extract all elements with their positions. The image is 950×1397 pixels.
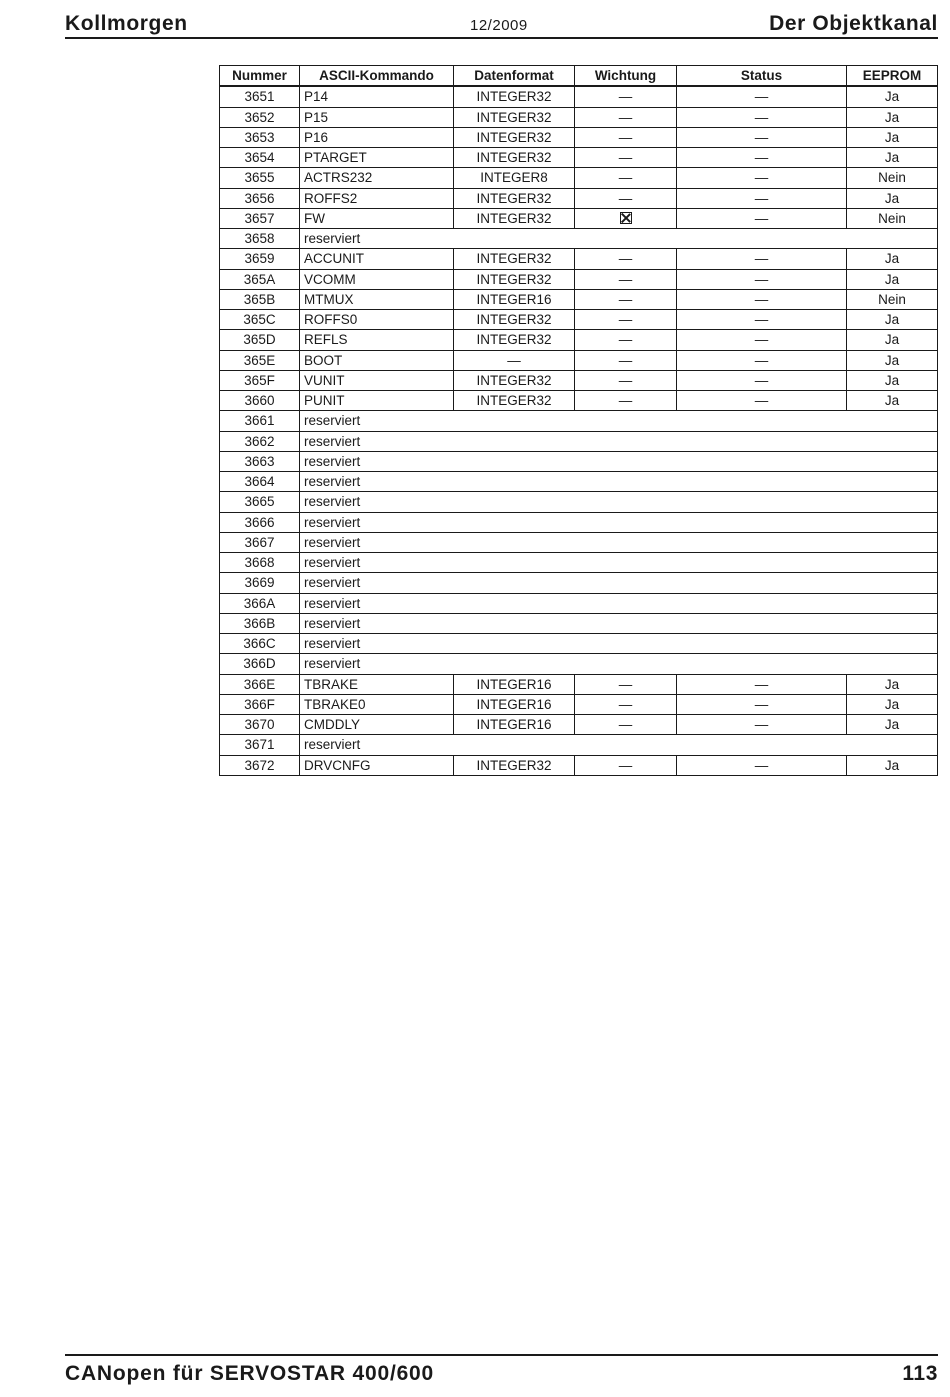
cell-format: INTEGER16	[454, 715, 575, 735]
table-row	[220, 431, 938, 451]
table-row	[220, 634, 938, 654]
cell-nummer: 366D	[220, 654, 300, 674]
cell-eeprom: Nein	[847, 289, 938, 309]
cell-status: —	[677, 188, 847, 208]
cell-status: —	[677, 208, 847, 228]
cell-nummer: 3671	[220, 735, 300, 755]
cell-format: INTEGER32	[454, 107, 575, 127]
cell-wichtung: —	[575, 310, 677, 330]
cell-nummer: 3653	[220, 127, 300, 147]
cell-format: INTEGER32	[454, 208, 575, 228]
cell-reserved: reserviert	[300, 451, 938, 471]
cell-ascii: MTMUX	[300, 289, 454, 309]
cell-status: —	[677, 674, 847, 694]
cell-format: INTEGER32	[454, 310, 575, 330]
cell-wichtung: —	[575, 755, 677, 775]
cell-status: —	[677, 310, 847, 330]
cell-eeprom: Ja	[847, 310, 938, 330]
cell-nummer: 3662	[220, 431, 300, 451]
table-row	[220, 229, 938, 249]
cell-nummer: 366A	[220, 593, 300, 613]
table-row	[220, 715, 938, 735]
cell-status: —	[677, 370, 847, 390]
cell-wichtung: —	[575, 330, 677, 350]
cell-wichtung	[575, 208, 677, 228]
cell-status: —	[677, 755, 847, 775]
table-row	[220, 593, 938, 613]
cell-format: INTEGER32	[454, 86, 575, 107]
cell-reserved: reserviert	[300, 472, 938, 492]
col-header-format: Datenformat	[454, 66, 575, 87]
cell-nummer: 3667	[220, 532, 300, 552]
cell-ascii: CMDDLY	[300, 715, 454, 735]
cell-eeprom: Ja	[847, 86, 938, 107]
cell-format: INTEGER32	[454, 188, 575, 208]
cell-wichtung: —	[575, 86, 677, 107]
cell-nummer: 3668	[220, 553, 300, 573]
table-body	[220, 86, 938, 775]
cell-eeprom: Nein	[847, 168, 938, 188]
cell-reserved: reserviert	[300, 634, 938, 654]
cell-reserved: reserviert	[300, 654, 938, 674]
table-row	[220, 674, 938, 694]
cell-status: —	[677, 694, 847, 714]
page-number: 113	[902, 1362, 938, 1385]
table-row	[220, 86, 938, 107]
table-row	[220, 350, 938, 370]
cell-eeprom: Ja	[847, 107, 938, 127]
cell-reserved: reserviert	[300, 553, 938, 573]
cell-status: —	[677, 127, 847, 147]
cell-wichtung: —	[575, 674, 677, 694]
cell-format: INTEGER8	[454, 168, 575, 188]
cell-nummer: 3658	[220, 229, 300, 249]
header-date: 12/2009	[470, 17, 528, 34]
cell-format: —	[454, 350, 575, 370]
table-row	[220, 735, 938, 755]
cell-nummer: 3670	[220, 715, 300, 735]
cell-eeprom: Ja	[847, 148, 938, 168]
table-row	[220, 694, 938, 714]
table-row	[220, 208, 938, 228]
table-row	[220, 472, 938, 492]
cell-format: INTEGER32	[454, 391, 575, 411]
cell-reserved: reserviert	[300, 431, 938, 451]
cell-eeprom: Ja	[847, 755, 938, 775]
cell-reserved: reserviert	[300, 593, 938, 613]
cell-nummer: 3669	[220, 573, 300, 593]
cell-reserved: reserviert	[300, 573, 938, 593]
cell-format: INTEGER16	[454, 289, 575, 309]
table-row	[220, 310, 938, 330]
cell-ascii: ROFFS0	[300, 310, 454, 330]
col-header-status: Status	[677, 66, 847, 87]
table-row	[220, 107, 938, 127]
cell-status: —	[677, 107, 847, 127]
cell-wichtung: —	[575, 188, 677, 208]
cell-wichtung: —	[575, 715, 677, 735]
cell-nummer: 365B	[220, 289, 300, 309]
checkbox-icon	[620, 212, 632, 224]
cell-eeprom: Ja	[847, 249, 938, 269]
cell-eeprom: Ja	[847, 370, 938, 390]
cell-format: INTEGER16	[454, 694, 575, 714]
cell-nummer: 3663	[220, 451, 300, 471]
cell-nummer: 3654	[220, 148, 300, 168]
cell-ascii: P16	[300, 127, 454, 147]
cell-nummer: 3665	[220, 492, 300, 512]
table-row	[220, 553, 938, 573]
cell-ascii: PUNIT	[300, 391, 454, 411]
cell-format: INTEGER32	[454, 148, 575, 168]
table-row	[220, 269, 938, 289]
table-row	[220, 755, 938, 775]
cell-ascii: PTARGET	[300, 148, 454, 168]
cell-status: —	[677, 148, 847, 168]
cell-nummer: 365C	[220, 310, 300, 330]
page-header	[65, 10, 938, 38]
cell-eeprom: Ja	[847, 127, 938, 147]
object-table	[219, 65, 938, 776]
table-row	[220, 512, 938, 532]
cell-wichtung: —	[575, 107, 677, 127]
table-row	[220, 188, 938, 208]
cell-ascii: VCOMM	[300, 269, 454, 289]
cell-reserved: reserviert	[300, 512, 938, 532]
cell-nummer: 3651	[220, 86, 300, 107]
cell-nummer: 3672	[220, 755, 300, 775]
table-row	[220, 492, 938, 512]
table-row	[220, 573, 938, 593]
cell-wichtung: —	[575, 249, 677, 269]
cell-ascii: ROFFS2	[300, 188, 454, 208]
table-row	[220, 411, 938, 431]
cell-nummer: 3656	[220, 188, 300, 208]
col-header-wichtung: Wichtung	[575, 66, 677, 87]
cell-reserved: reserviert	[300, 613, 938, 633]
cell-nummer: 3652	[220, 107, 300, 127]
cell-eeprom: Ja	[847, 330, 938, 350]
cell-eeprom: Ja	[847, 350, 938, 370]
cell-status: —	[677, 168, 847, 188]
cell-format: INTEGER32	[454, 330, 575, 350]
cell-eeprom: Ja	[847, 269, 938, 289]
footer-title: CANopen für SERVOSTAR 400/600	[65, 1362, 435, 1385]
cell-wichtung: —	[575, 148, 677, 168]
cell-status: —	[677, 269, 847, 289]
cell-wichtung: —	[575, 289, 677, 309]
cell-eeprom: Ja	[847, 391, 938, 411]
cell-format: INTEGER32	[454, 755, 575, 775]
cell-nummer: 3657	[220, 208, 300, 228]
cell-eeprom: Ja	[847, 188, 938, 208]
cell-ascii: BOOT	[300, 350, 454, 370]
cell-ascii: DRVCNFG	[300, 755, 454, 775]
cell-eeprom: Ja	[847, 694, 938, 714]
cell-status: —	[677, 330, 847, 350]
cell-status: —	[677, 391, 847, 411]
header-company: Kollmorgen	[65, 12, 188, 35]
table-header-row	[220, 66, 938, 87]
cell-ascii: P15	[300, 107, 454, 127]
cell-status: —	[677, 715, 847, 735]
cell-ascii: REFLS	[300, 330, 454, 350]
cell-eeprom: Ja	[847, 674, 938, 694]
cell-wichtung: —	[575, 694, 677, 714]
cell-eeprom: Ja	[847, 715, 938, 735]
cell-wichtung: —	[575, 127, 677, 147]
cell-status: —	[677, 289, 847, 309]
cell-nummer: 365D	[220, 330, 300, 350]
cell-format: INTEGER32	[454, 127, 575, 147]
cell-nummer: 3664	[220, 472, 300, 492]
cell-wichtung: —	[575, 370, 677, 390]
cell-wichtung: —	[575, 269, 677, 289]
header-rule	[65, 37, 938, 39]
cell-ascii: ACCUNIT	[300, 249, 454, 269]
cell-format: INTEGER16	[454, 674, 575, 694]
cell-nummer: 365F	[220, 370, 300, 390]
cell-ascii: FW	[300, 208, 454, 228]
cell-ascii: ACTRS232	[300, 168, 454, 188]
table-row	[220, 613, 938, 633]
col-header-nummer: Nummer	[220, 66, 300, 87]
cell-status: —	[677, 86, 847, 107]
table-row	[220, 532, 938, 552]
cell-format: INTEGER32	[454, 269, 575, 289]
cell-nummer: 3661	[220, 411, 300, 431]
cell-nummer: 365A	[220, 269, 300, 289]
cell-wichtung: —	[575, 168, 677, 188]
table-row	[220, 289, 938, 309]
table-row	[220, 127, 938, 147]
col-header-eeprom: EEPROM	[847, 66, 938, 87]
cell-reserved: reserviert	[300, 411, 938, 431]
table-row	[220, 249, 938, 269]
cell-reserved: reserviert	[300, 229, 938, 249]
table-row	[220, 391, 938, 411]
cell-status: —	[677, 249, 847, 269]
cell-reserved: reserviert	[300, 492, 938, 512]
cell-nummer: 366B	[220, 613, 300, 633]
cell-nummer: 3659	[220, 249, 300, 269]
cell-status: —	[677, 350, 847, 370]
col-header-ascii: ASCII-Kommando	[300, 66, 454, 87]
table-row	[220, 148, 938, 168]
cell-format: INTEGER32	[454, 249, 575, 269]
cell-nummer: 3666	[220, 512, 300, 532]
cell-ascii: P14	[300, 86, 454, 107]
object-table-container	[219, 65, 937, 776]
table-row	[220, 451, 938, 471]
cell-wichtung: —	[575, 350, 677, 370]
cell-ascii: TBRAKE	[300, 674, 454, 694]
cell-nummer: 365E	[220, 350, 300, 370]
table-row	[220, 168, 938, 188]
cell-format: INTEGER32	[454, 370, 575, 390]
page-footer	[65, 1362, 938, 1390]
cell-nummer: 366E	[220, 674, 300, 694]
table-row	[220, 370, 938, 390]
cell-wichtung: —	[575, 391, 677, 411]
cell-reserved: reserviert	[300, 735, 938, 755]
cell-ascii: TBRAKE0	[300, 694, 454, 714]
cell-nummer: 3660	[220, 391, 300, 411]
cell-nummer: 3655	[220, 168, 300, 188]
header-chapter: Der Objektkanal	[769, 12, 938, 35]
table-row	[220, 654, 938, 674]
footer-rule	[65, 1354, 938, 1356]
cell-nummer: 366C	[220, 634, 300, 654]
cell-eeprom: Nein	[847, 208, 938, 228]
cell-ascii: VUNIT	[300, 370, 454, 390]
cell-reserved: reserviert	[300, 532, 938, 552]
cell-nummer: 366F	[220, 694, 300, 714]
table-row	[220, 330, 938, 350]
